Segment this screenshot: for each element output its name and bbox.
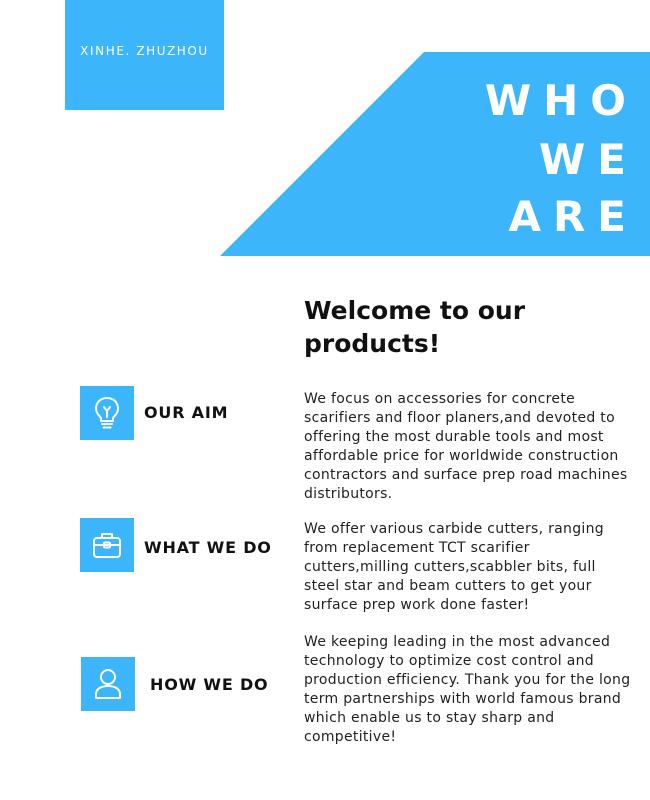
lightbulb-icon — [91, 395, 123, 431]
page-title: Welcome to our products! — [304, 296, 526, 358]
banner-line-who: WHO — [484, 76, 638, 125]
section-text-how-we-do: We keeping leading in the most advanced technology to optimize cost control and production efficiency. Thank you for the long term partnerships with world famous brand which enable us to stay sharp and competitive! — [304, 634, 631, 745]
howwedo-icon-box — [81, 657, 135, 711]
section-label-our-aim: OUR AIM — [144, 403, 229, 422]
brand-name: XINHE. ZHUZHOU — [80, 44, 209, 58]
section-label-how-we-do: HOW WE DO — [150, 675, 269, 694]
aim-icon-box — [80, 386, 134, 440]
section-text-our-aim: We focus on accessories for concrete scarifiers and floor planers,and devoted to offering the most durable tools and most affordable price for worldwide construction contractors and surface prep road machines distributors. — [304, 391, 628, 502]
person-icon — [93, 667, 123, 701]
briefcase-icon — [91, 530, 123, 560]
whatwedo-icon-box — [80, 518, 134, 572]
section-label-what-we-do: WHAT WE DO — [144, 538, 272, 557]
banner-line-are: ARE — [508, 192, 638, 241]
section-text-what-we-do: We offer various carbide cutters, ranging from replacement TCT scarifier cutters,milling cutters,scabbler bits, full steel star and beam cutters to get your surface prep work done faster! — [304, 521, 604, 613]
banner-line-we: WE — [538, 135, 638, 184]
